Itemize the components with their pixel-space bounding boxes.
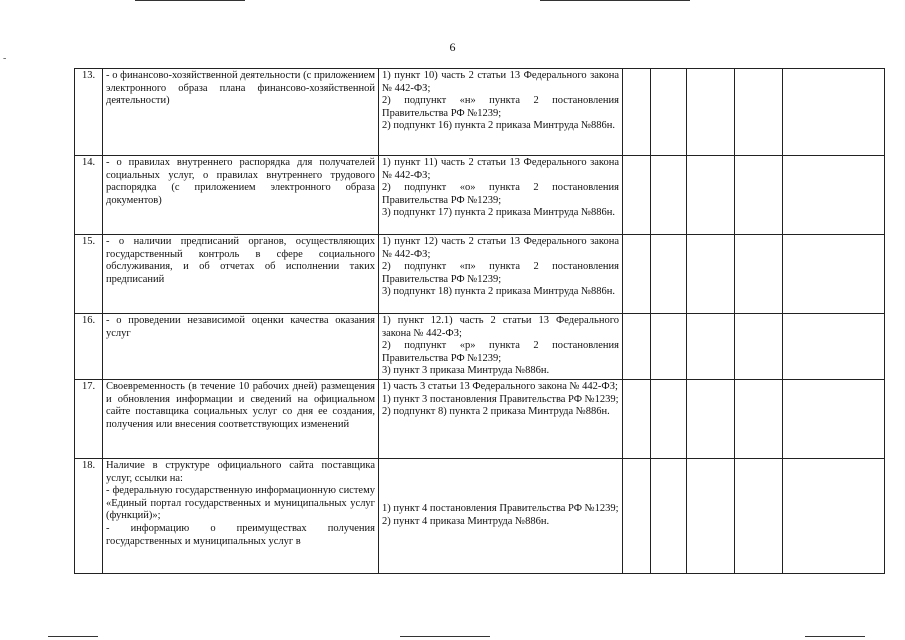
row-number: 14. <box>75 156 103 235</box>
table-row <box>75 314 885 380</box>
requirement-cell <box>103 235 379 314</box>
legal-basis-cell <box>379 458 623 573</box>
page-number: 6 <box>449 40 456 54</box>
checklist-table <box>74 68 885 574</box>
legal-basis-line: 1) пункт 11) часть 2 статьи 13 Федерального закона № 442-ФЗ; <box>382 157 619 181</box>
empty-cell <box>651 458 687 573</box>
legal-basis-line: 2) подпункт 16) пункта 2 приказа Минтруда №886н. <box>382 120 616 132</box>
legal-basis-line: 1) часть 3 статьи 13 Федерального закона № 442-ФЗ; <box>382 380 618 392</box>
empty-cell <box>623 314 651 380</box>
legal-basis-cell <box>379 69 623 156</box>
table-row <box>75 379 885 458</box>
empty-cell <box>783 235 885 314</box>
empty-cell <box>687 69 735 156</box>
empty-cell <box>651 156 687 235</box>
row-number: 16. <box>75 314 103 380</box>
requirement-text: - о проведении независимой оценки качества оказания услуг <box>106 315 375 339</box>
empty-cell <box>651 235 687 314</box>
requirement-text: Своевременность (в течение 10 рабочих дней) размещения и обновления информации и сведений на официальном сайте поставщика социальных услуг со дня ее создания, получения или внесения соответствующих изменений <box>106 380 375 430</box>
top-scan-line-right <box>540 0 690 1</box>
requirement-cell <box>103 379 379 458</box>
empty-cell <box>735 314 783 380</box>
requirement-cell <box>103 156 379 235</box>
empty-cell <box>687 156 735 235</box>
legal-basis-cell <box>379 314 623 380</box>
legal-basis-cell <box>379 156 623 235</box>
empty-cell <box>651 69 687 156</box>
empty-cell <box>783 314 885 380</box>
empty-cell <box>687 458 735 573</box>
legal-basis-line: 2) пункт 4 приказа Минтруда №886н. <box>382 515 550 527</box>
legal-basis-cell <box>379 379 623 458</box>
bottom-scan-line-mid <box>400 636 490 637</box>
requirement-cell <box>103 314 379 380</box>
legal-basis-line: 1) пункт 10) часть 2 статьи 13 Федерального закона № 442-ФЗ; <box>382 70 619 94</box>
empty-cell <box>623 69 651 156</box>
requirement-text: Наличие в структуре официального сайта поставщика услуг, ссылки на: <box>106 459 375 484</box>
requirement-text: - о наличии предписаний органов, осуществляющих государственный контроль в сфере социального обслуживания, и об отчетах об исполнении таких предписаний <box>106 236 375 285</box>
empty-cell <box>735 156 783 235</box>
table-row <box>75 458 885 573</box>
empty-cell <box>651 379 687 458</box>
empty-cell <box>623 379 651 458</box>
empty-cell <box>783 458 885 573</box>
table-row <box>75 156 885 235</box>
legal-basis-cell <box>379 235 623 314</box>
legal-basis-line: 2) подпункт 8) пункта 2 приказа Минтруда №886н. <box>382 406 610 418</box>
legal-basis-line: 1) пункт 12.1) часть 2 статьи 13 Федерального закона № 442-ФЗ; <box>382 315 619 339</box>
table-row <box>75 69 885 156</box>
empty-cell <box>623 235 651 314</box>
empty-cell <box>735 458 783 573</box>
margin-mark: - <box>3 53 7 64</box>
requirement-text: - о финансово-хозяйственной деятельности (с приложением электронного образа плана финансово-хозяйственной деятельности) <box>106 70 375 107</box>
legal-basis-line: 3) подпункт 18) пункта 2 приказа Минтруда №886н. <box>382 286 616 298</box>
row-number: 15. <box>75 235 103 314</box>
legal-basis-line: 2) подпункт «н» пункта 2 постановления Правительства РФ №1239; <box>382 95 619 119</box>
bottom-scan-line-left <box>48 636 98 637</box>
requirement-text: - федеральную государственную информационную систему «Единый портал государственных и муниципальных услуг (функций)»; <box>106 485 375 522</box>
row-number: 17. <box>75 379 103 458</box>
legal-basis-line: 2) подпункт «р» пункта 2 постановления Правительства РФ №1239; <box>382 340 619 364</box>
legal-basis-line: 2) подпункт «о» пункта 2 постановления Правительства РФ №1239; <box>382 182 619 206</box>
legal-basis-line: 1) пункт 3 постановления Правительства РФ №1239; <box>382 393 619 405</box>
empty-cell <box>687 314 735 380</box>
empty-cell <box>735 379 783 458</box>
bottom-scan-line-right <box>805 636 865 637</box>
empty-cell <box>783 156 885 235</box>
requirement-text: - информацию о преимуществах получения государственных и муниципальных услуг в <box>106 522 375 547</box>
empty-cell <box>783 379 885 458</box>
row-number: 18. <box>75 458 103 573</box>
empty-cell <box>735 235 783 314</box>
top-scan-line-left <box>135 0 245 1</box>
legal-basis-line: 2) подпункт «п» пункта 2 постановления Правительства РФ №1239; <box>382 261 619 285</box>
requirement-text: - о правилах внутреннего распорядка для получателей социальных услуг, о правилах внутреннего трудового распорядка (с приложением электронного образа документов) <box>106 157 375 206</box>
legal-basis-line: 1) пункт 12) часть 2 статьи 13 Федерального закона № 442-ФЗ; <box>382 236 619 260</box>
row-number: 13. <box>75 69 103 156</box>
empty-cell <box>735 69 783 156</box>
empty-cell <box>783 69 885 156</box>
empty-cell <box>623 458 651 573</box>
empty-cell <box>687 379 735 458</box>
table-row <box>75 235 885 314</box>
empty-cell <box>651 314 687 380</box>
requirement-cell <box>103 69 379 156</box>
legal-basis-line: 3) подпункт 17) пункта 2 приказа Минтруда №886н. <box>382 207 616 219</box>
requirement-cell <box>103 458 379 573</box>
empty-cell <box>623 156 651 235</box>
empty-cell <box>687 235 735 314</box>
legal-basis-line: 1) пункт 4 постановления Правительства РФ №1239; <box>382 503 619 515</box>
legal-basis-line: 3) пункт 3 приказа Минтруда №886н. <box>382 365 550 377</box>
